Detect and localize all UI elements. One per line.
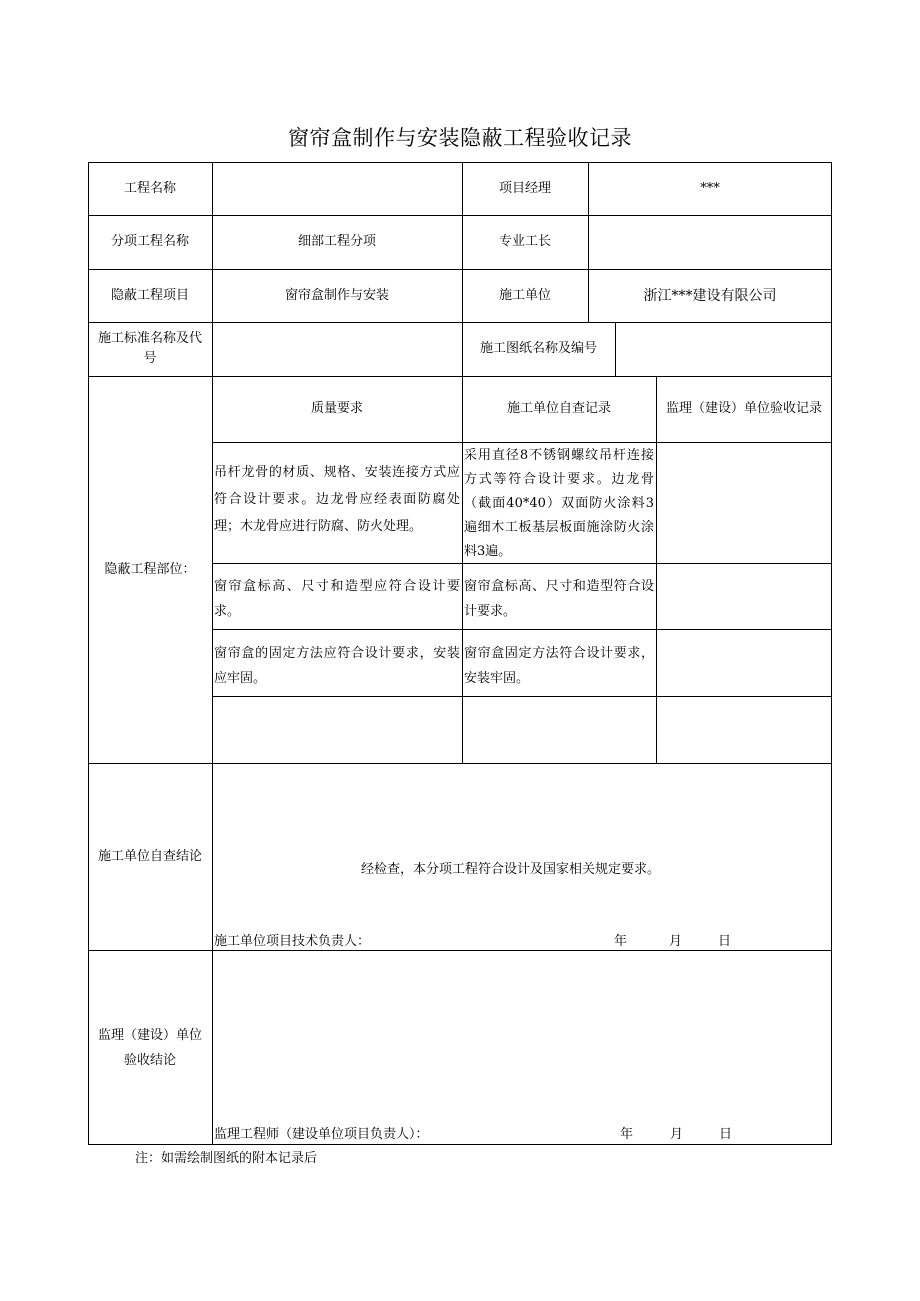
- subproject-label: 分项工程名称: [110, 234, 189, 249]
- contractor-label: 施工单位: [498, 287, 551, 303]
- foreman-value[interactable]: [588, 215, 832, 269]
- hidden-item-value[interactable]: 窗帘盒制作与安装: [284, 287, 389, 303]
- supervision-cell[interactable]: [658, 565, 830, 627]
- supervision-conclusion-label: [88, 950, 212, 1145]
- col-self-check-header: 施工单位自查记录: [506, 401, 611, 416]
- contractor-value[interactable]: 浙江***建设有限公司: [643, 287, 777, 304]
- drawing-value[interactable]: [615, 322, 832, 376]
- requirement-cell[interactable]: [214, 698, 460, 761]
- supervision-date-month: 月: [670, 1127, 684, 1142]
- requirement-cell: 窗帘盒标高、尺寸和造型应符合设计要求。: [214, 579, 460, 619]
- requirement-cell: 吊杆龙骨的材质、规格、安装连接方式应符合设计要求。边龙骨应经表面防腐处理；木龙骨应进行防腐、防火处理。: [214, 465, 460, 534]
- standard-label: 施工标准名称及代号: [97, 331, 202, 366]
- self-date-year: 年: [614, 934, 628, 949]
- row-divider: [212, 629, 832, 630]
- supervision-date-day: 日: [719, 1127, 733, 1142]
- manager-label: 项目经理: [498, 180, 551, 196]
- self-date-day: 日: [718, 934, 732, 949]
- row-divider: [212, 442, 832, 443]
- self-check-cell: 窗帘盒固定方法符合设计要求，安装牢固。: [464, 646, 654, 686]
- project-name-value[interactable]: [212, 162, 462, 215]
- footnote: 注：如需绘制图纸的附本记录后: [135, 1151, 318, 1166]
- foreman-label: 专业工长: [498, 234, 551, 249]
- self-check-cell[interactable]: [464, 698, 654, 761]
- self-check-cell: 窗帘盒标高、尺寸和造型符合设计要求。: [464, 579, 654, 619]
- self-signer-label: 施工单位项目技术负责人：: [214, 934, 371, 949]
- self-check-cell: 采用直径8不锈钢螺纹吊杆连接方式等符合设计要求。边龙骨（截面40*40）双面防火涂料3遍细木工板基层板面施涂防火涂料3遍。: [464, 448, 654, 559]
- supervision-cell[interactable]: [658, 444, 830, 562]
- hidden-section-label: 隐蔽工程部位：: [104, 561, 196, 577]
- hidden-item-label: 隐蔽工程项目: [110, 287, 189, 303]
- supervision-label-line1: 监理（建设）单位: [97, 1027, 202, 1043]
- row-divider: [212, 696, 832, 697]
- supervision-cell[interactable]: [658, 698, 830, 761]
- standard-value[interactable]: [212, 322, 462, 376]
- page-title: 窗帘盒制作与安装隐蔽工程验收记录: [288, 126, 632, 150]
- subproject-value[interactable]: 细部工程分项: [297, 234, 376, 249]
- manager-value[interactable]: ***: [700, 180, 720, 196]
- col-requirement-header: 质量要求: [310, 401, 363, 416]
- supervision-label-line2: 验收结论: [123, 1052, 176, 1068]
- supervision-signer-label: 监理工程师（建设单位项目负责人）：: [214, 1127, 429, 1142]
- self-conclusion-label: 施工单位自查结论: [97, 848, 202, 864]
- supervision-cell[interactable]: [658, 631, 830, 694]
- requirement-cell: 窗帘盒的固定方法应符合设计要求，安装应牢固。: [214, 646, 460, 686]
- supervision-date-year: 年: [620, 1127, 634, 1142]
- self-conclusion-text: 经检查，本分项工程符合设计及国家相关规定要求。: [361, 862, 661, 877]
- self-date-month: 月: [669, 934, 683, 949]
- project-name-label: 工程名称: [123, 180, 176, 196]
- col-supervision-header: 监理（建设）单位验收记录: [665, 401, 822, 416]
- drawing-label: 施工图纸名称及编号: [479, 341, 597, 356]
